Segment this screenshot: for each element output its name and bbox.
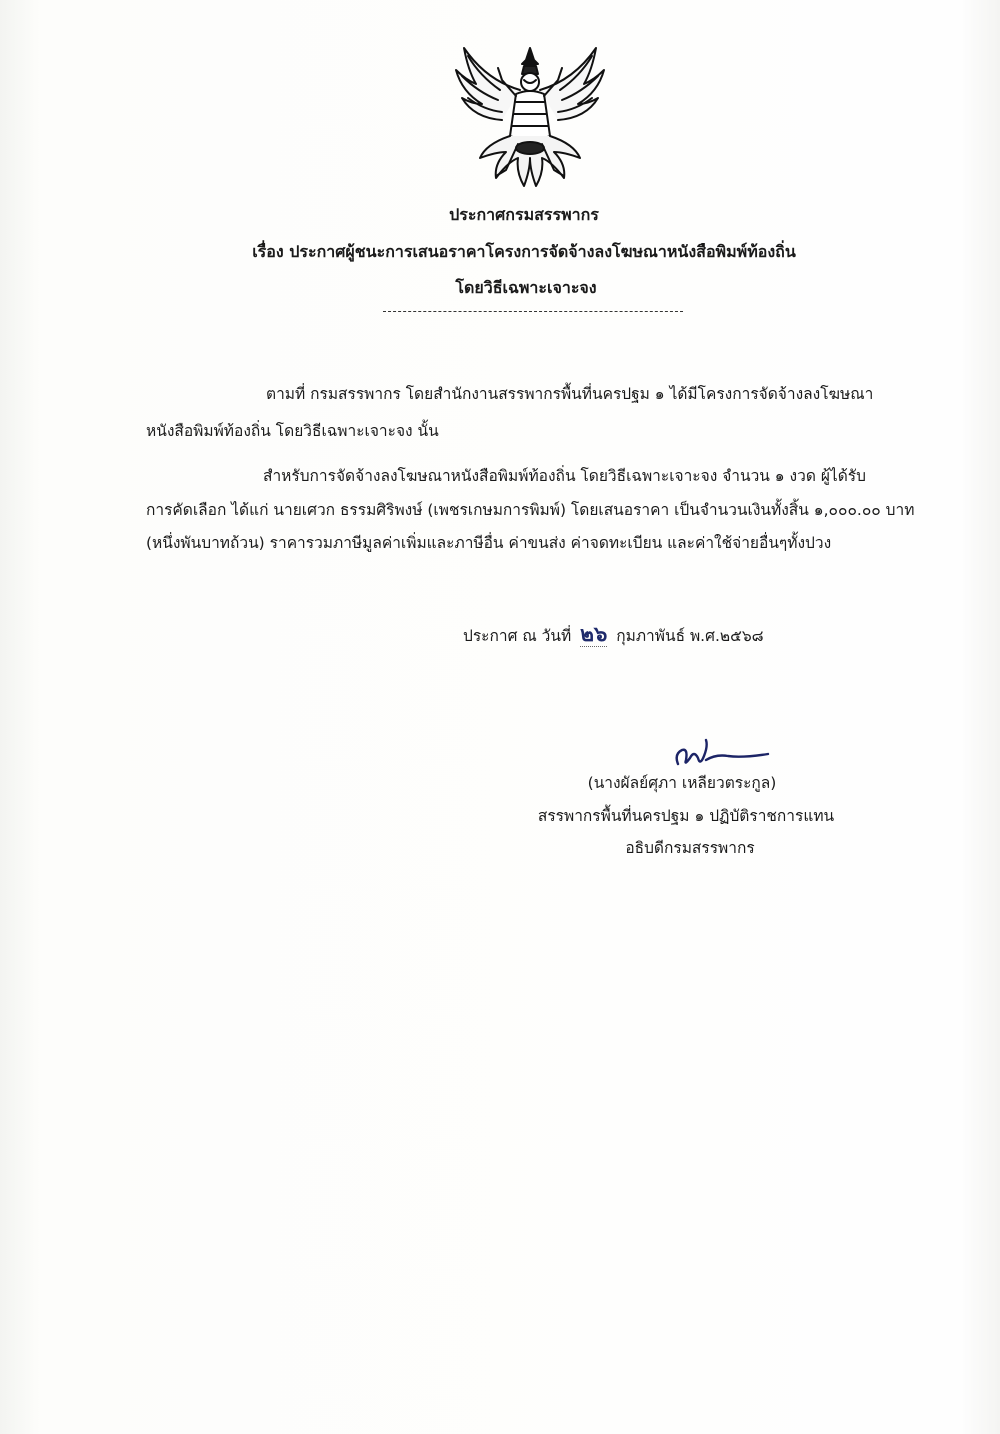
dashed-divider <box>383 311 683 312</box>
handwritten-signature-icon <box>668 736 772 774</box>
date-day: ๒๖ <box>580 622 608 646</box>
paragraph-1-line-1: ตามที่ กรมสรรพากร โดยสำนักงานสรรพากรพื้นที่นครปฐม ๑ ได้มีโครงการจัดจ้างลงโฆษณา <box>266 385 874 403</box>
paragraph-2-line-3: (หนึ่งพันบาทถ้วน) ราคารวมภาษีมูลค่าเพิ่มและภาษีอื่น ค่าขนส่ง ค่าจดทะเบียน และค่าใช้จ่ายอื่นๆทั้งปวง <box>146 534 832 552</box>
announcement-agency-title: ประกาศกรมสรรพากร <box>449 205 599 224</box>
announcement-subject: เรื่อง ประกาศผู้ชนะการเสนอราคาโครงการจัดจ้างลงโฆษณาหนังสือพิมพ์ท้องถิ่น <box>252 242 796 261</box>
garuda-emblem-icon <box>446 40 614 196</box>
paragraph-2-line-1: สำหรับการจัดจ้างลงโฆษณาหนังสือพิมพ์ท้องถิ่น โดยวิธีเฉพาะเจาะจง จำนวน ๑ งวด ผู้ได้รับ <box>263 467 866 485</box>
signatory-position: สรรพากรพื้นที่นครปฐม ๑ ปฏิบัติราชการแทน <box>537 807 835 825</box>
signatory-name: (นางผัลย์ศุภา เหลียวตระกูล) <box>587 774 777 792</box>
announcement-method: โดยวิธีเฉพาะเจาะจง <box>455 278 597 297</box>
announcement-date <box>463 618 764 651</box>
date-month-year: กุมภาพันธ์ พ.ศ.๒๕๖๘ <box>616 627 764 645</box>
date-prefix: ประกาศ ณ วันที่ <box>463 627 572 645</box>
signatory-on-behalf-of: อธิบดีกรมสรรพากร <box>625 839 755 857</box>
paragraph-2-line-2: การคัดเลือก ได้แก่ นายเศวก ธรรมศิริพงษ์ (เพชรเกษมการพิมพ์) โดยเสนอราคา เป็นจำนวนเงินทั้งสิ้น ๑,๐๐๐.๐๐ บาท <box>146 501 915 519</box>
paragraph-1-line-2: หนังสือพิมพ์ท้องถิ่น โดยวิธีเฉพาะเจาะจง นั้น <box>146 422 439 440</box>
